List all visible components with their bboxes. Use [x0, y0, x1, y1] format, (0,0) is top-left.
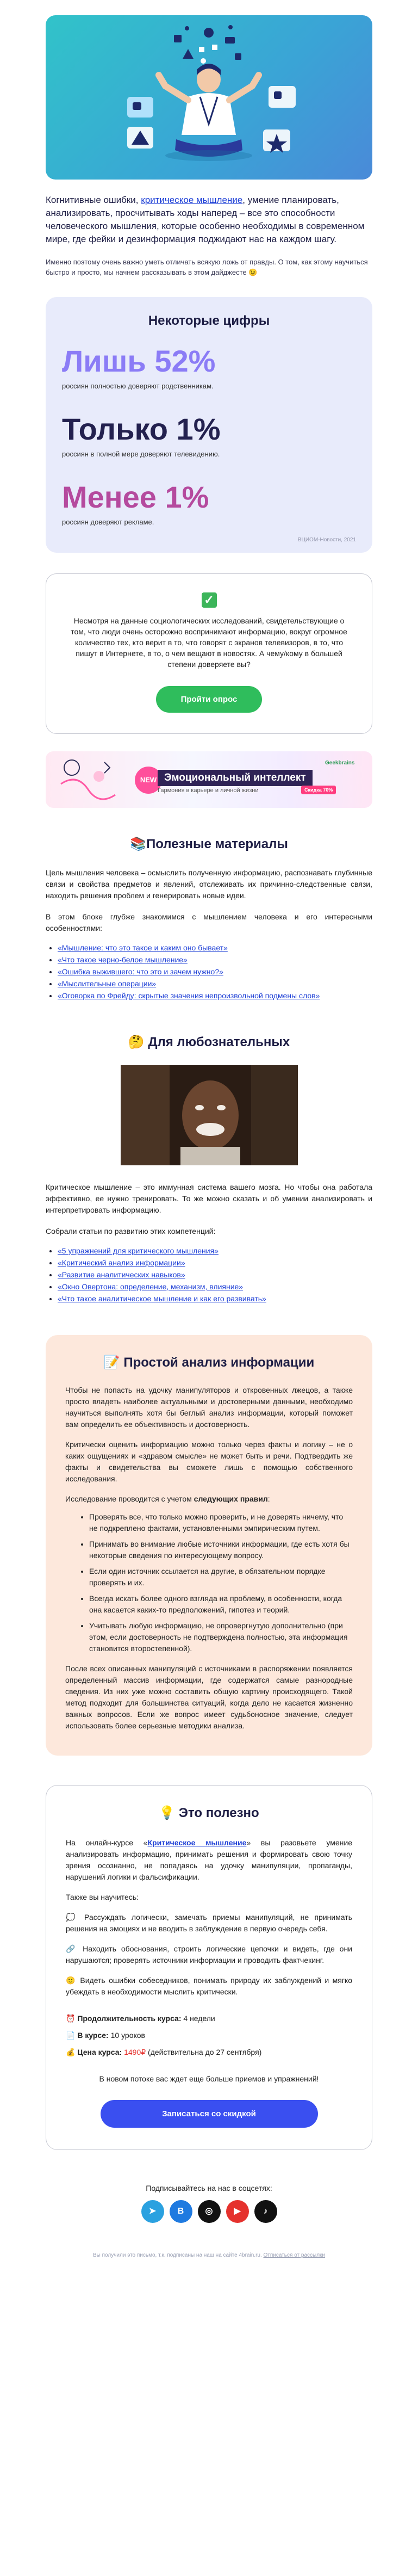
article-link[interactable]: «Оговорка по Фрейду: скрытые значения непроизвольной подмены слов»	[58, 991, 320, 1000]
materials-intro: В этом блоке глубже знакомимся с мышлением человека и его интересными особенностями:	[46, 912, 372, 932]
curious-title: 🤔 Для любознательных	[128, 1035, 290, 1049]
footer	[46, 2252, 372, 2275]
list-item: • Учитывать любую информацию, не опровергнутую дополнительно (при этом, если достоверность не подтверждена полностью, эта информация становится второстепенной).	[89, 1620, 353, 1654]
skill-item: 💭 Рассуждать логически, замечать приемы манипуляций, не принимать решения на эмоциях и не вводить в заблуждение в первую очередь себя.	[66, 1913, 352, 1933]
banner-subtitle: Гармония в карьере и личной жизни	[158, 787, 259, 794]
rules-intro-bold: следующих правил	[194, 1494, 268, 1503]
intro-lead: Когнитивные ошибки,	[46, 195, 141, 205]
rules-intro	[65, 1493, 353, 1505]
article-link[interactable]: «Что такое черно-белое мышление»	[58, 955, 188, 964]
new-badge: NEW	[135, 767, 162, 794]
list-item: • Проверять все, что только можно проверить, и не доверять ничему, что не подкреплено фактами, установленными эмпирическим путем.	[89, 1511, 353, 1534]
stats-source: ВЦИОМ-Новости, 2021	[297, 537, 356, 543]
article-link[interactable]: «Критический анализ информации»	[58, 1258, 185, 1267]
stat-item	[62, 412, 356, 458]
tiktok-icon[interactable]: ♪	[254, 2200, 277, 2223]
course-price	[66, 2047, 352, 2058]
course-description	[66, 1837, 352, 1883]
email-body	[0, 15, 418, 2275]
list-item	[58, 1245, 372, 1257]
article-link[interactable]: «Развитие аналитических навыков»	[58, 1270, 185, 1279]
stat-caption: россиян в полной мере доверяют телевидению.	[62, 450, 220, 458]
materials-title: 📚Полезные материалы	[130, 837, 288, 851]
telegram-icon[interactable]: ➤	[141, 2200, 164, 2223]
curious-paragraph: Критическое мышление – это иммунная система вашего мозга. Но чтобы она работала эффективно, ее нужно тренировать. То же можно сказать и об умении анализировать и интерпретировать информацию.	[46, 1183, 372, 1214]
course-duration	[66, 2013, 352, 2024]
article-link[interactable]: «Ошибка выжившего: что это и зачем нужно?»	[58, 967, 223, 976]
analysis-card	[46, 1335, 372, 1756]
gif-image	[121, 1065, 298, 1165]
vk-icon[interactable]: В	[170, 2200, 192, 2223]
reaction-gif	[121, 1065, 298, 1165]
article-link[interactable]: «Что такое аналитическое мышление и как его развивать»	[58, 1294, 266, 1303]
intro-paragraph	[46, 194, 372, 246]
banner-logo: Geekbrains	[325, 760, 355, 766]
useful-title: 💡 Это полезно	[159, 1806, 259, 1820]
price-label: 💰 Цена курса:	[66, 2048, 122, 2056]
stat-caption: россиян полностью доверяют родственникам.	[62, 382, 214, 390]
article-link[interactable]: «Окно Овертона: определение, механизм, влияние»	[58, 1282, 244, 1291]
analysis-paragraph: Чтобы не попасть на удочку манипуляторов и откровенных лжецов, а также просто владеть наиболее актуальными и достоверными данными, необходимо научиться выполнять хотя бы беглый анализ информации, который поможет вам определить ее объективность и достоверность.	[65, 1386, 353, 1429]
footer-text: Вы получили это письмо, т.к. подписаны на наш на сайте 4brain.ru.	[92, 2252, 264, 2258]
list-item: • Если один источник ссылается на другие, в обязательном порядке проверять и их.	[89, 1566, 353, 1589]
article-link[interactable]: «Мышление: что это такое и каким оно бывает»	[58, 943, 228, 952]
skill-item: 🔗 Находить обоснования, строить логические цепочки и видеть, где они нарушаются; проверять источники информации и проводить фактчекинг.	[66, 1944, 352, 1965]
course-link[interactable]: Критическое мышление	[147, 1838, 247, 1847]
article-link[interactable]: «Мыслительные операции»	[58, 979, 157, 988]
stat-value: Только 1%	[62, 412, 221, 446]
stat-item	[62, 480, 356, 526]
intro-rest: , умение планировать, анализировать, просчитывать ходы наперед – все это способности человеческого мышления, которые особенно необходимы в современном мире, где фейки и дезинформация поджидают нас на каждом шагу.	[46, 195, 365, 244]
list-item	[58, 954, 372, 966]
skill-item: 🙂 Видеть ошибки собеседников, понимать природу их заблуждений и мягко убеждать в необходимости мыслить критически.	[66, 1976, 352, 1996]
stat-value: Лишь 52%	[62, 344, 216, 378]
social-caption: Подписывайтесь на нас в соцсетях:	[146, 2184, 272, 2192]
duration-label: ⏰ Продолжительность курса:	[66, 2014, 182, 2023]
curious-intro: Собрали статьи по развитию этих компетенций:	[46, 1227, 216, 1236]
stat-item	[62, 344, 356, 390]
take-poll-button[interactable]: Пройти опрос	[156, 686, 263, 713]
sale-badge: Скидка 70%	[301, 786, 336, 794]
hero-illustration	[46, 15, 372, 180]
new-stream-text: В новом потоке вас ждет еще больше приемов и упражнений!	[99, 2074, 319, 2083]
social-links	[46, 2200, 372, 2223]
course-description-lead: На онлайн-курсе «	[66, 1838, 148, 1847]
poll-card	[46, 573, 372, 734]
stats-card	[46, 297, 372, 553]
rules-intro-lead: Исследование проводится с учетом	[65, 1494, 194, 1503]
list-item	[58, 1281, 372, 1293]
duration-value: 4 недели	[181, 2014, 215, 2023]
analysis-paragraph: Критически оценить информацию можно только через факты и логику – не о каких ощущениях и «здравом смысле» не может быть и речи. Подтвердить же факты и свидетельства вы сможете лишь с помощью собственного исследования.	[65, 1440, 353, 1483]
rules-list	[89, 1511, 353, 1654]
materials-paragraph: Цель мышления человека – осмыслить полученную информацию, распознавать глубинные связи и свойства предметов и явлений, отслеживать их причинно-следственные связи, находить решения проблем и генерировать новые идеи.	[46, 868, 372, 900]
list-item	[58, 1269, 372, 1281]
list-item	[58, 978, 372, 990]
skills-intro: Также вы научитесь:	[66, 1893, 139, 1901]
list-item: • Всегда искать более одного взгляда на проблему, в особенности, когда она касается каких-то предположений, гипотез и теорий.	[89, 1593, 353, 1616]
banner-title: Эмоциональный интеллект	[158, 770, 313, 786]
course-banner[interactable]	[46, 751, 372, 808]
list-item	[58, 990, 372, 1002]
materials-link-list	[58, 942, 372, 1002]
curious-link-list	[58, 1245, 372, 1305]
analysis-paragraph: После всех описанных манипуляций с источниками в распоряжении появляется определенный массив информации, где содержатся самые разнородные сведения. Из них уже можно составить общую картину происходящего. Такой метод подходит для большинства ситуаций, когда дело не касается жизненно важных вопросов. Если же вопрос имеет судьбоносное значение, следует использовать более серьезные методики анализа.	[65, 1664, 353, 1730]
lessons-value: 10 уроков	[108, 2031, 145, 2040]
list-item: • Принимать во внимание любые источники информации, где есть хотя бы некоторые сведения по интересующему вопросу.	[89, 1539, 353, 1561]
stat-caption: россиян доверяют рекламе.	[62, 518, 154, 526]
list-item	[58, 1293, 372, 1305]
useful-card	[46, 1785, 372, 2150]
enroll-discount-button[interactable]: Записаться со скидкой	[101, 2100, 318, 2128]
list-item	[58, 942, 372, 954]
course-description-rest: » вы разовьете умение анализировать информацию, принимать решения и формировать свою точку зрения осознанно, не попадаясь на удочку манипуляции, пропаганды, нарушений логики и фальсификации.	[66, 1838, 352, 1881]
course-lessons	[66, 2030, 352, 2041]
poll-text: Несмотря на данные социологических исследований, свидетельствующие о том, что люди очень осторожно воспринимают информацию, вокруг огромное количество тех, кто верит в то, что говорят с экранов телевизоров, в то, что пишут в Интернете, в то, о чем вещают в новостях. А чему/кому в большей степени доверяете вы?	[71, 616, 347, 669]
rules-intro-end: :	[267, 1494, 270, 1503]
intro-small-text: Именно поэтому очень важно уметь отличать всякую ложь от правды. О том, как этому научиться быстро и просто, мы начнем рассказывать в этом дайджесте 😉	[46, 258, 368, 276]
youtube-icon[interactable]: ▶	[226, 2200, 249, 2223]
zen-icon[interactable]: ◎	[198, 2200, 221, 2223]
lessons-label: 📄 В курсе:	[66, 2031, 109, 2040]
analysis-title: 📝 Простой анализ информации	[103, 1355, 315, 1370]
unsubscribe-link[interactable]: Отписаться от рассылки	[263, 2252, 326, 2258]
stat-value: Менее 1%	[62, 480, 209, 514]
thinking-person-illustration	[46, 15, 372, 180]
price-value: 1490₽	[124, 2048, 146, 2056]
price-note: (действительна до 27 сентября)	[146, 2048, 262, 2056]
check-mark-icon: ✓	[202, 592, 217, 608]
critical-thinking-link[interactable]: критическое мышление	[141, 195, 243, 205]
list-item	[58, 966, 372, 978]
stats-title: Некоторые цифры	[148, 313, 270, 328]
article-link[interactable]: «5 упражнений для критического мышления»	[58, 1246, 219, 1255]
list-item	[58, 1257, 372, 1269]
banner-illustration	[50, 751, 126, 808]
